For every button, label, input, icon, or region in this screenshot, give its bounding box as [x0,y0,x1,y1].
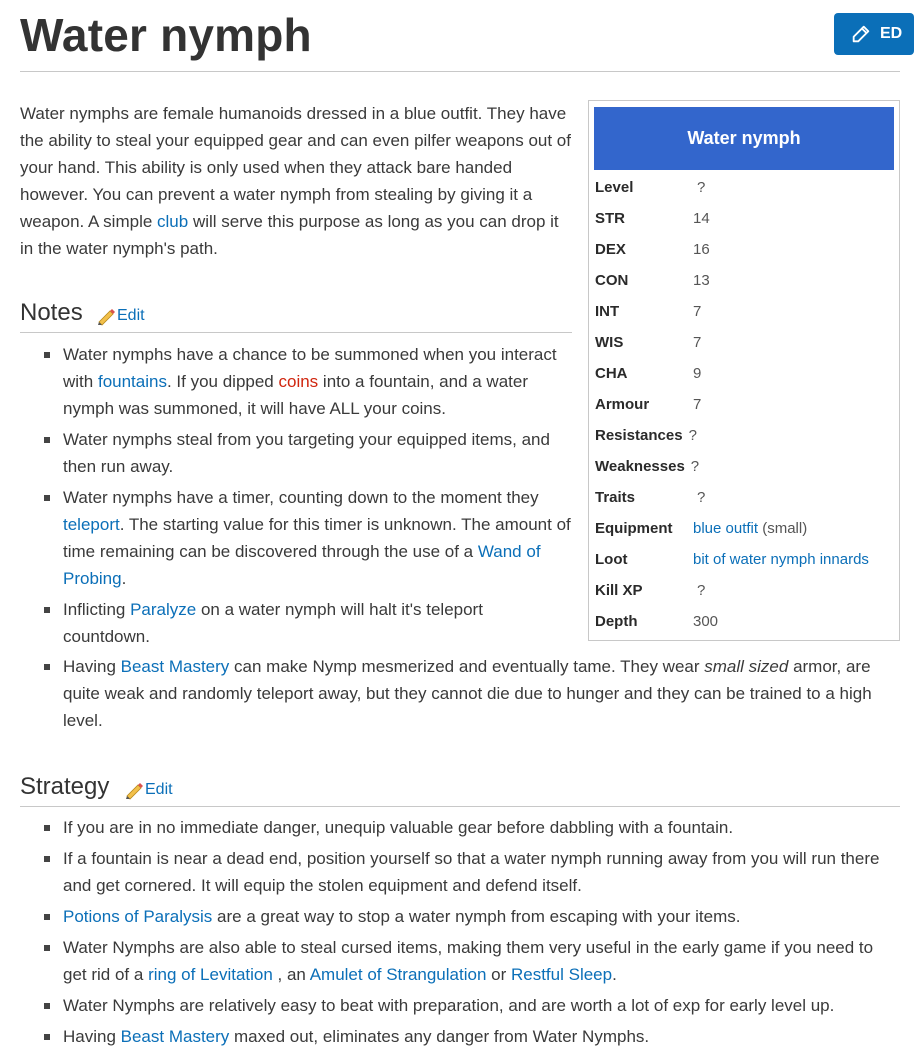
strategy-item [44,934,900,988]
infobox-row-cha [595,358,701,389]
infobox-row-wis [595,327,701,358]
row-label: INT [595,303,620,320]
row-value: 9 [693,365,702,382]
row-label: CON [595,272,629,289]
fountains-link[interactable]: fountains [97,372,167,391]
row-label: Armour [595,396,650,413]
row-value: ? [697,489,706,506]
row-label: Resistances [595,427,683,444]
ring-of-levitation-link[interactable]: ring of Levitation [148,965,273,984]
infobox-row-con [595,265,710,296]
row-label: Level [595,179,634,196]
infobox-row-depth [595,606,718,637]
beast-mastery-link[interactable]: Beast Mastery [120,1027,230,1046]
intro-text: Water nymphs are female humanoids dressed in a blue outfit. They have the ability to steal your equipped gear and can even pilfer weapons out of your hand. This ability is only used when they attack bare handed however. You can prevent a water nymph from stealing by giving it a weapon. A simple [20,104,571,231]
text: Water Nymphs are relatively easy to beat with preparation, and are worth a lot of exp for early level up. [63,996,835,1015]
infobox [588,100,900,641]
text: maxed out, eliminates any danger from Water Nymphs. [229,1027,650,1046]
text: . [612,965,617,984]
infobox-row-armour [595,389,701,420]
notes-item [44,596,574,650]
row-value: 13 [693,272,710,289]
strategy-item [44,814,900,841]
loot-link[interactable]: bit of water nymph innards [693,551,869,568]
intro-text-end: will serve this purpose as long as you can drop it in the water nymph's path. [20,212,559,258]
text: are a great way to stop a water nymph from escaping with your items. [212,907,741,926]
strategy-item [44,903,900,930]
pencil-icon [850,23,872,45]
row-label: STR [595,210,625,227]
text: Water nymphs have a timer, counting down to the moment they [63,488,539,507]
strategy-edit-label: Edit [145,781,173,798]
infobox-row-weaknesses [595,451,699,482]
club-link[interactable]: club [157,212,189,231]
strategy-list [44,814,900,1054]
row-label: Kill XP [595,582,643,599]
strategy-item [44,1023,900,1050]
row-value: 14 [693,210,710,227]
notes-heading [20,297,572,333]
row-label: Weaknesses [595,458,685,475]
text: Inflicting [63,600,131,619]
notes-item [44,653,900,734]
text: into a fountain, and a water nymph was summoned, it will have ALL your coins. [63,372,528,418]
infobox-row-int [595,296,701,327]
row-value: ? [697,582,706,599]
pencil-icon [124,781,144,799]
infobox-row-loot [595,544,869,575]
text: Having [63,1027,121,1046]
restful-sleep-link[interactable]: Restful Sleep [510,965,613,984]
row-value: ? [697,179,706,196]
text: armor, are quite weak and randomly teleport away, but they cannot die due to hunger and they can be trained to a high level. [63,657,872,730]
row-label: Equipment [595,520,673,537]
row-value: 16 [693,241,710,258]
wand-of-probing-link[interactable]: Wand of Probing [63,542,541,588]
strategy-edit-link[interactable] [124,781,173,799]
strategy-title: Strategy [20,773,110,800]
infobox-row-dex [595,234,710,265]
infobox-title: Water nymph [594,107,894,170]
text: on a water nymph will halt it's teleport countdown. [63,600,483,646]
row-label: CHA [595,365,628,382]
infobox-row-level [595,172,705,203]
row-label: Traits [595,489,636,506]
row-label: Loot [595,551,628,568]
pencil-icon [96,307,116,325]
notes-item [44,426,574,480]
beast-mastery-link[interactable]: Beast Mastery [120,657,230,676]
strategy-item [44,992,900,1019]
intro-paragraph [20,100,576,262]
row-label: Depth [595,613,638,630]
text: If you are in no immediate danger, unequip valuable gear before dabbling with a fountain. [63,818,734,837]
notes-list [44,341,574,654]
text: If a fountain is near a dead end, position yourself so that a water nymph running away from you will run there and get cornered. It will equip the stolen equipment and defend itself. [63,849,880,895]
infobox-row-str [595,203,710,234]
notes-edit-link[interactable] [96,307,145,325]
potions-of-paralysis-link[interactable]: Potions of Paralysis [63,907,213,926]
strategy-item [44,845,900,899]
text: can make Nymp mesmerized and eventually tame. They wear [229,657,705,676]
text: . The starting value for this timer is unknown. The amount of time remaining can be discovered through the use of a [63,515,571,561]
coins-link[interactable]: coins [278,372,319,391]
notes-item [44,484,574,592]
strategy-heading [20,771,900,807]
blue-outfit-link[interactable]: blue outfit [693,520,759,537]
infobox-row-equipment [595,513,807,544]
notes-title: Notes [20,299,83,326]
row-value: ? [688,427,697,444]
notes-list-continued [44,653,900,738]
row-value: ? [690,458,700,475]
row-label: DEX [595,241,626,258]
row-value-suffix: (small) [758,520,808,537]
notes-edit-label: Edit [117,307,145,324]
text: Having [63,657,121,676]
notes-item [44,341,574,422]
row-value: 300 [693,613,719,630]
edit-page-label: ED [880,25,903,42]
text: . [121,569,127,588]
teleport-link[interactable]: teleport [63,515,120,534]
row-value: 7 [693,303,702,320]
page-title: Water nymph [20,9,312,61]
row-value: 7 [693,396,702,413]
infobox-row-resistances [595,420,697,451]
infobox-row-traits [595,482,705,513]
text: , an [272,965,310,984]
text: Water Nymphs are also able to steal cursed items, making them very useful in the early game if you need to get rid of a [63,938,874,984]
text: . If you dipped [166,372,279,391]
emphasis-text: small sized [704,657,789,676]
page-header [20,0,903,72]
paralyze-link[interactable]: Paralyze [130,600,197,619]
edit-page-button[interactable] [834,13,914,55]
text: Water nymphs have a chance to be summoned when you interact with [63,345,557,391]
row-value: 7 [693,334,702,351]
infobox-row-kill-xp [595,575,705,606]
row-label: WIS [595,334,624,351]
text: Water nymphs steal from you targeting your equipped items, and then run away. [63,430,550,476]
amulet-of-strangulation-link[interactable]: Amulet of Strangulation [309,965,487,984]
text: or [486,965,511,984]
